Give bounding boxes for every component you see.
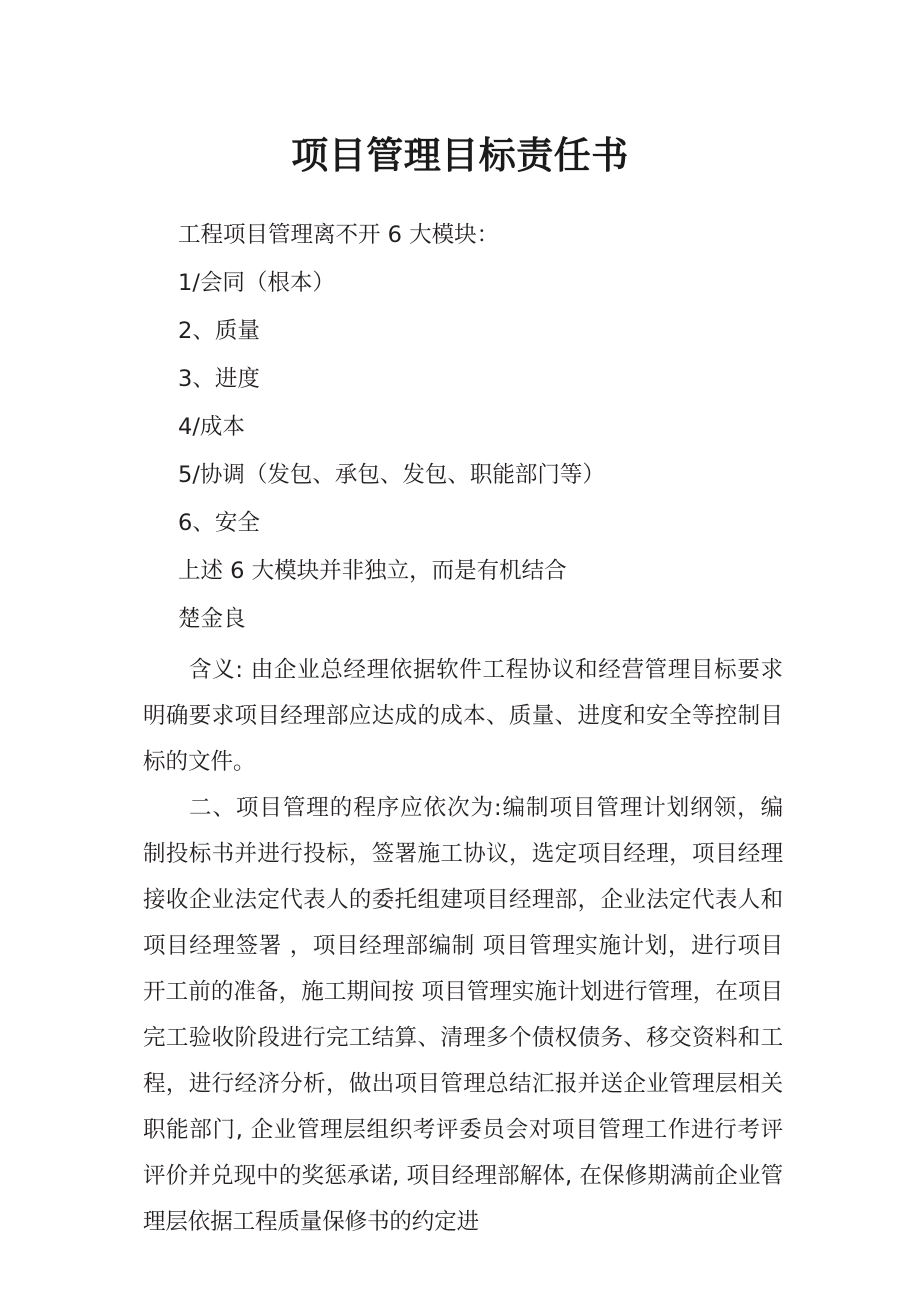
module-item-3: 3、进度 bbox=[178, 366, 260, 392]
procedure-paragraph: 二、项目管理的程序应依次为:编制项目管理计划纲领，编 制投标书并进行投标，签署施工协议，选定项目经理，项目经理接收企业法定代表人的委托组建项目经理部，企业法定代表人和 项目经理签署 ，项目经理部编制 项目管理实施计划，进行项目开工前的准备，施工期间按 项目管理实施计划进行管理，在项目完工验收阶段进行完工结算、清理多个债权债务、移交资料和工程，进行经济分析，做出项目管理总结汇报并送企业管理层相关职能部门, 企业管理层组织考评委员会对项目管理工作进行考评评价并兑现中的奖惩承诺, 项目经理部解体, 在保修期满前企业管理层依据工程质量保修书的约定进 bbox=[143, 795, 783, 1235]
module-item-4: 4/成本 bbox=[178, 414, 245, 440]
module-summary-line: 上述 6 大模块并非独立，而是有机结合 bbox=[178, 558, 567, 584]
module-item-5: 5/协调（发包、承包、发包、职能部门等） bbox=[178, 462, 605, 488]
intro-line: 工程项目管理离不开 6 大模块： bbox=[178, 222, 500, 248]
module-item-6: 6、安全 bbox=[178, 510, 260, 536]
author-name: 楚金良 bbox=[178, 606, 246, 632]
module-item-2: 2、质量 bbox=[178, 318, 260, 344]
definition-paragraph: 含义: 由企业总经理依据软件工程协议和经营管理目标要求明确要求项目经理部应达成的成本、质量、进度和安全等控制目标的文件。 bbox=[143, 657, 783, 775]
module-item-1: 1/会同（根本） bbox=[178, 270, 335, 296]
page-title: 项目管理目标责任书 bbox=[291, 133, 629, 177]
document-body bbox=[143, 211, 783, 1245]
